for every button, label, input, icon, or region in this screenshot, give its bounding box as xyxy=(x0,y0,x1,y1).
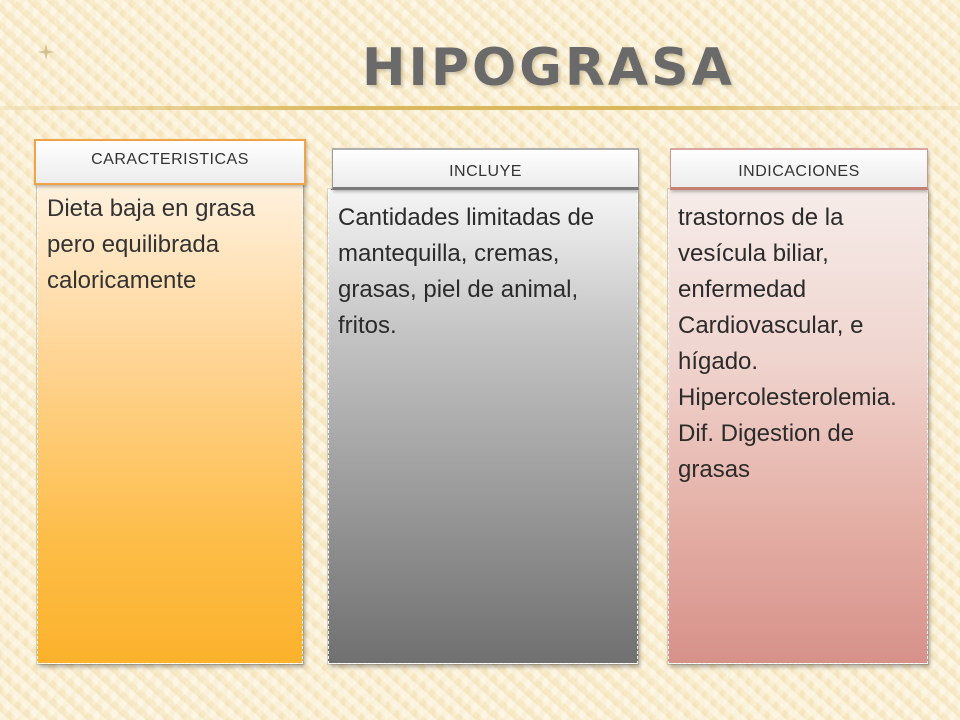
column-indicaciones-heading-label: INDICACIONES xyxy=(738,163,860,180)
column-caracteristicas-heading xyxy=(34,139,306,185)
sparkle-bullet-icon xyxy=(38,44,54,60)
column-caracteristicas-heading-label: CARACTERISTICAS xyxy=(91,151,249,168)
slide-title: HIPOGRASA xyxy=(362,38,735,98)
column-caracteristicas-panel xyxy=(37,174,303,664)
title-divider xyxy=(0,106,960,110)
column-caracteristicas-body: Dieta baja en grasa pero equilibrada caloricamente xyxy=(47,195,256,294)
column-incluye-panel xyxy=(328,189,638,664)
column-indicaciones-heading xyxy=(670,148,928,190)
column-incluye-body: Cantidades limitadas de mantequilla, cremas, grasas, piel de animal, fritos. xyxy=(338,204,595,339)
column-indicaciones-body: trastornos de la vesícula biliar, enfermedad Cardiovascular, e hígado. Hipercolesterolemia. Dif. Digestion de grasas xyxy=(678,204,897,483)
column-incluye-heading-label: INCLUYE xyxy=(449,163,522,180)
column-incluye-heading xyxy=(332,148,639,190)
column-indicaciones-panel xyxy=(668,189,928,664)
